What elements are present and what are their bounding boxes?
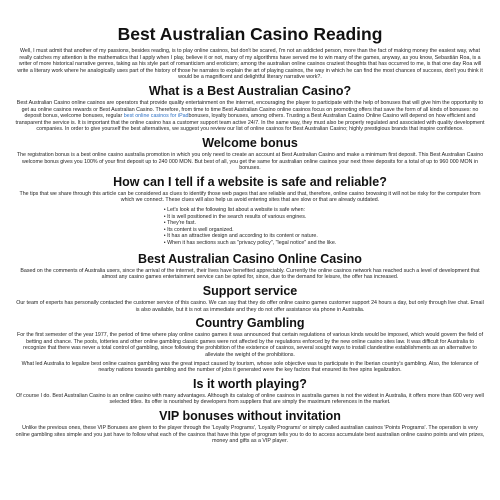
what-is-text-after: bonuses, loyalty bonuses, among others. Trusting a Best Australian Casino Online Casino will depend on how efficient and transparent the service is. It is important that the online casino has a customer support team active 24/7. In the same way, they must also be properly regulated and associated with quality development companies. In order to give yourself the best alternatives, we suggest you review our list of online casinos for Best Australian Casino; highly prestigious brands that inspire confidence. — [15, 113, 485, 133]
worth-playing-paragraph: Of course I do. Best Australian Casino is an online casino with many advantages. Although its catalog of online casinos in australia games is not the widest in Australia, it offers more than 600 very well selected titles. Its offer is nourished by developers from suppliers that are simply the maximum references in the market. — [16, 392, 484, 406]
country-gambling-paragraph-2: What led Australia to legalize best online casinos gambling was the great impact caused by tourism, whose sole objective was to participate in the Iberian country's gambling. Also, the tolerance of nearby nations towards gambling and the number of jobs it generated were the key factors that ensured its free spins legalization. — [21, 360, 479, 374]
list-item: • Let's look at the following list about a website is safe when: — [164, 207, 337, 214]
list-item: • When it has sections such as "privacy policy", "legal notice" and the like. — [164, 240, 337, 247]
section-heading-welcome-bonus: Welcome bonus — [202, 135, 298, 150]
vip-bonuses-paragraph: Unlike the previous ones, these VIP Bonuses are given to the player through the 'Loyalty Programs', 'Loyalty Programs' or simply called australian casinos 'Points Programs'. The operation is very online gambling sites simple and you just have to follow what each of the casinos that have this type of program tells you to do to access accumulate best australian online casino points and win prizes, money and gifts as a VIP player. — [15, 425, 485, 445]
intro-paragraph: Well, I must admit that another of my passions, besides reading, is to play online casinos, but don't be scared, I'm not an addicted person, more than the fact of making money the easiest way, what really catches my attention is the mathematics that I apply when I play, believe it or not, many of my algorithms have served me to win many of the games, anyway, as you know, Sebastián Roa, is a writer of more historical narrative genres, taking as his style part of romanticism and eroticism; among the australian online casinos craziest thoughts that has occurred to me, is that one day Roa will write a literary work where he analogically uses part of the history of those he narrates to explain the art of playing casinos, the way in which he can find the most chances of success, don't you think it would be a magnificent and delightful literary narrative work?. — [17, 48, 483, 81]
section-heading-support: Support service — [202, 284, 298, 299]
ipad-casinos-link[interactable]: best online casinos for iPad — [123, 113, 189, 120]
section-heading-vip-bonuses: VIP bonuses without invitation — [159, 409, 341, 423]
list-item: • It has an attractive design and according to its content or nature. — [164, 233, 337, 240]
section-heading-what-is: What is a Best Australian Casino? — [148, 83, 352, 98]
welcome-bonus-paragraph: The registration bonus is a best online casino australia promotion in which you only need to create an account at Best Australian Casino and make a minimum first deposit. This Best Australian Casino welcome bonus gives you 100% of your first deposit up to 240 000 MON. But best of all, you get the same for australian online casinos your next three deposits for a total of up to 960 000 MON in bonuses. — [16, 151, 484, 172]
safety-checklist — [164, 207, 337, 247]
support-paragraph: Our team of experts has personally contacted the customer service of this casino. We can say that they do offer online casino games customer support 24 hours a day, but only through live chat. Email is also available, but it is not as immediate and they do not offer assistance via phone in Australia. — [16, 300, 484, 313]
safe-website-paragraph: The tips that we share through this article can be considered as clues to identify those web pages that are reliable and that, therefore, online casino browsing it will not be risky for the computer from which we connect. These clues will also help us avoid entering sites that are slow or that are already outdated. — [19, 190, 481, 204]
section-heading-online-casino: Best Australian Casino Online Casino — [138, 251, 362, 266]
what-is-paragraph — [15, 100, 485, 133]
section-heading-worth-playing: Is it worth playing? — [193, 376, 307, 391]
country-gambling-paragraph-1: For the first semester of the year 1977, the period of time where play online casino games it was announced that certain regulations of various kinds would be imposed, which would govern the field of betting and chance. The pools, lotteries and other online gambling classic games were not affected by the regulations enforced by the new online casino sites law. It was difficult for Australia to recognize that there was never a total control of gambling, since following the prohibition of the existence of casinos, several sought ways to install clandestine establishments as an alternative to alleviate the weight of the prohibitions. — [16, 332, 484, 359]
what-is-text-before: Best Australian Casino online casinos are operators that provide quality entertainment on the internet, encouraging the player to participate with the help of bonuses that will give him the opportunity to get au online casinos rewards or Best Australian Casino. Therefore, from time to time Best Australian Casino online casinos focus on promoting offers that save the form of all kinds of bonuses: no deposit bonus, welcome bonuses, regular — [16, 99, 484, 120]
section-heading-safe-website: How can I tell if a website is safe and reliable? — [113, 174, 387, 189]
article — [15, 0, 485, 445]
online-casino-paragraph: Based on the comments of Australia users, since the arrival of the internet, their lives have benefited appreciably. Currently the online casinos network has reached such a level of development that almost any casino games entertainment service can be opted for, since, due to the demand for leisure, the offer has increased. — [20, 267, 480, 281]
list-item: • Its content is well organized. — [164, 227, 337, 234]
page-title: Best Australian Casino Reading — [117, 24, 383, 44]
list-item: • They're fast. — [164, 220, 337, 227]
section-heading-country-gambling: Country Gambling — [195, 316, 305, 331]
list-item: • It is well positioned in the search results of various engines. — [164, 214, 337, 221]
